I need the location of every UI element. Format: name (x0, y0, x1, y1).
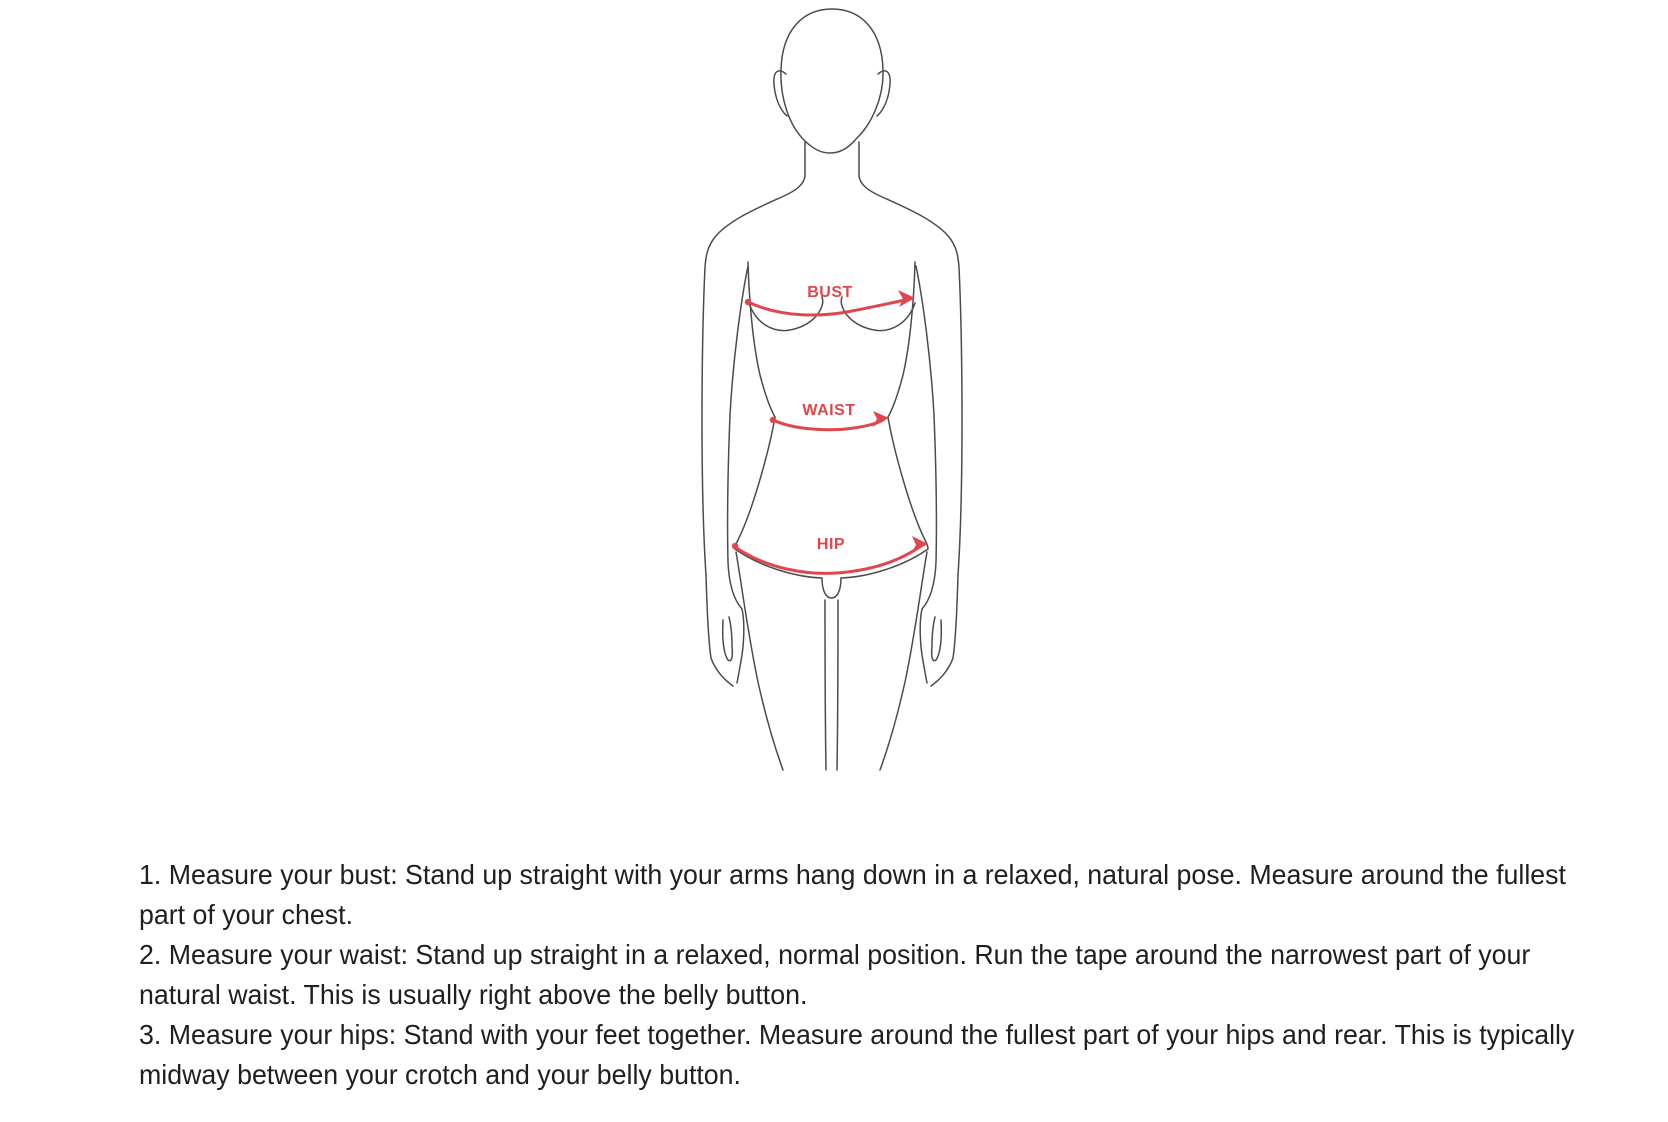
bust-arrow (748, 299, 909, 315)
hip-label: HIP (816, 536, 846, 553)
item-text: Measure your waist: Stand up straight in a relaxed, normal position. Run the tape around the narrowest part of your natural waist. This is usually right above the belly button. (139, 939, 1531, 1010)
body-outline-diagram (682, 0, 982, 775)
right-thumb (932, 617, 942, 661)
waist-arrow (773, 420, 883, 430)
left-inner-arm-hand (728, 266, 748, 683)
right-waist-hip (888, 417, 928, 549)
head-outline (781, 9, 883, 153)
right-outer-leg (880, 552, 927, 770)
item-number: 3. (139, 1019, 162, 1050)
item-text: Measure your bust: Stand up straight with your arms hang down in a relaxed, natural pose. Measure around the fullest part of your chest. (139, 859, 1566, 930)
left-waist-hip (735, 417, 775, 549)
measurement-figure (682, 0, 982, 775)
left-outer-leg (736, 552, 783, 770)
left-neck-shoulder-arm (702, 142, 805, 686)
left-torso-side (748, 262, 775, 417)
waist-label: WAIST (802, 402, 856, 419)
bust-label: BUST (807, 284, 853, 301)
item-number: 1. (139, 859, 162, 890)
right-torso-side (888, 262, 915, 417)
instruction-item-bust (139, 855, 1591, 935)
instruction-item-waist (139, 935, 1591, 1015)
right-inner-arm-hand (916, 266, 936, 683)
waist-arrowhead (872, 411, 889, 427)
right-inner-leg (837, 600, 838, 770)
instruction-item-hips (139, 1015, 1591, 1095)
measurement-instructions (139, 855, 1591, 1095)
crotch-curve (822, 578, 841, 598)
item-number: 2. (139, 939, 162, 970)
right-neck-shoulder-arm (859, 142, 962, 686)
item-text: Measure your hips: Stand with your feet together. Measure around the fullest part of your hips and rear. This is typically midway between your crotch and your belly button. (139, 1019, 1575, 1090)
left-thumb (723, 617, 733, 661)
left-inner-leg (825, 600, 826, 770)
